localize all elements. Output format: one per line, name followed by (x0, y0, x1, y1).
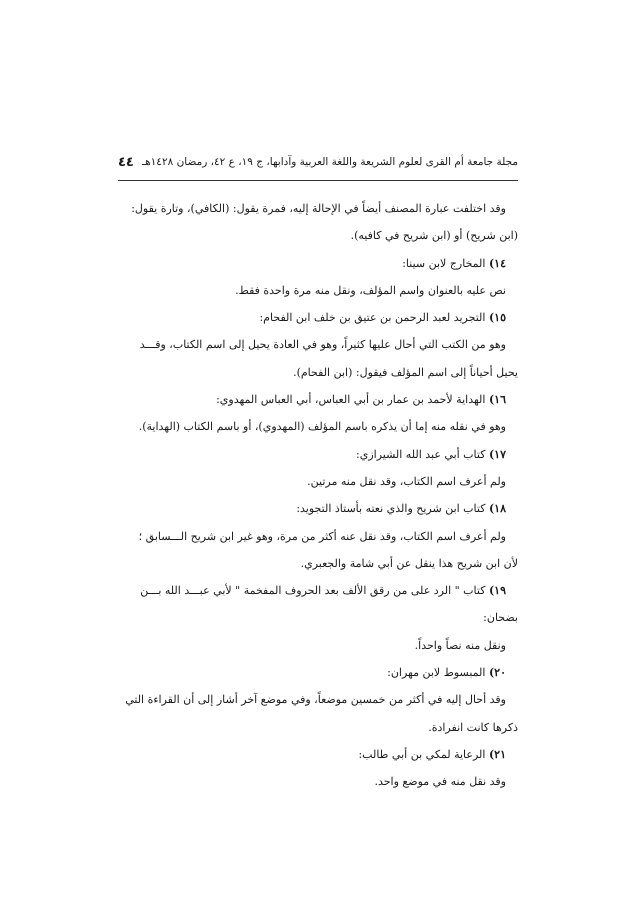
body-text (118, 195, 518, 796)
header-rule (118, 180, 518, 181)
paragraph-line: بضحان: (483, 611, 518, 625)
paragraph-line: (ابن شريح) أو (ابن شريح في كافيه). (350, 229, 518, 243)
section-number: ١٨) (488, 502, 506, 516)
section-heading (118, 386, 518, 413)
section-title: كتاب أبي عبد الله الشيرازي: (356, 447, 489, 461)
section-heading (118, 741, 518, 768)
paragraph-line: ونقل منه نصاً واحداً. (414, 638, 506, 652)
paragraph-line: وقد اختلفت عبارة المصنف أيضاً في الإحالة إليه، فمرة يقول: (الكافي)، وتارة يقول: (131, 202, 506, 215)
paragraph-line: وقد نقل منه في موضع واحد. (374, 775, 506, 789)
paragraph-line: وهو من الكتب التي أحال عليها كثيراً، وهو في العادة يحيل إلى اسم الكتاب، وقـــد (139, 338, 506, 352)
section-title: كتاب ابن شريح والذي نعته بأستاذ التجويد: (296, 502, 489, 516)
section-title: كتاب " الرد على من رقق الألف بعد الحروف المفخمة " لأبي عبـــد الله بـــن (140, 584, 489, 598)
section-title: الرعاية لمكي بن أبي طالب: (358, 747, 489, 761)
section-title: التجريد لعبد الرحمن بن عتيق بن خلف ابن الفحام: (259, 311, 489, 325)
section-number: ١٦) (488, 393, 506, 407)
section-heading (118, 250, 518, 277)
page-header (118, 149, 518, 175)
section-number: ٢١) (488, 747, 506, 761)
paragraph-line: وهو في نقله منه إما أن يذكره باسم المؤلف (المهدوي)، أو باسم الكتاب (الهداية). (138, 420, 506, 434)
section-title: الهداية لأحمد بن عمار بن أبي العباس، أبي العباس المهدوي: (216, 393, 489, 407)
section-number: ٢٠) (488, 666, 506, 680)
section-title: المخارج لابن سينا: (402, 256, 489, 270)
section-heading (118, 304, 518, 331)
section-heading (118, 659, 518, 686)
section-number: ١٩) (488, 584, 506, 598)
section-number: ١٥) (488, 311, 506, 325)
paragraph-line: ذكرها كانت انفرادة. (428, 720, 518, 734)
paragraph-line: يحيل أحياناً إلى اسم المؤلف فيقول: (ابن الفحام). (293, 365, 518, 379)
page-number: ٤٤ (118, 154, 134, 170)
section-heading (118, 441, 518, 468)
paragraph-line: وقد أحال إليه في أكثر من خمسين موضعاً، وفي موضع آخر أشار إلى أن القراءة التي (125, 693, 506, 707)
section-number: ١٧) (488, 447, 506, 461)
section-number: ١٤) (488, 256, 506, 270)
paragraph-line: ولم أعرف اسم الكتاب، وقد نقل عنه أكثر من مرة، وهو غير ابن شريح الـــسابق ؛ (138, 529, 506, 543)
section-title: المبسوط لابن مهران: (387, 666, 489, 680)
running-head: مجلة جامعة أم القرى لعلوم الشريعة واللغة العربية وآدابها، ج ١٩، ع ٤٢، رمضان ١٤٢٨هـ (142, 156, 518, 168)
paragraph-line: ولم أعرف اسم الكتاب، وقد نقل منه مرتين. (307, 474, 506, 488)
paragraph-line: نص عليه بالعنوان واسم المؤلف، ونقل منه مرة واحدة فقط. (235, 283, 506, 297)
section-heading (118, 495, 518, 522)
section-heading (118, 577, 518, 604)
paragraph-line: لأن ابن شريح هذا ينقل عن أبي شامة والجعبري. (300, 556, 518, 570)
